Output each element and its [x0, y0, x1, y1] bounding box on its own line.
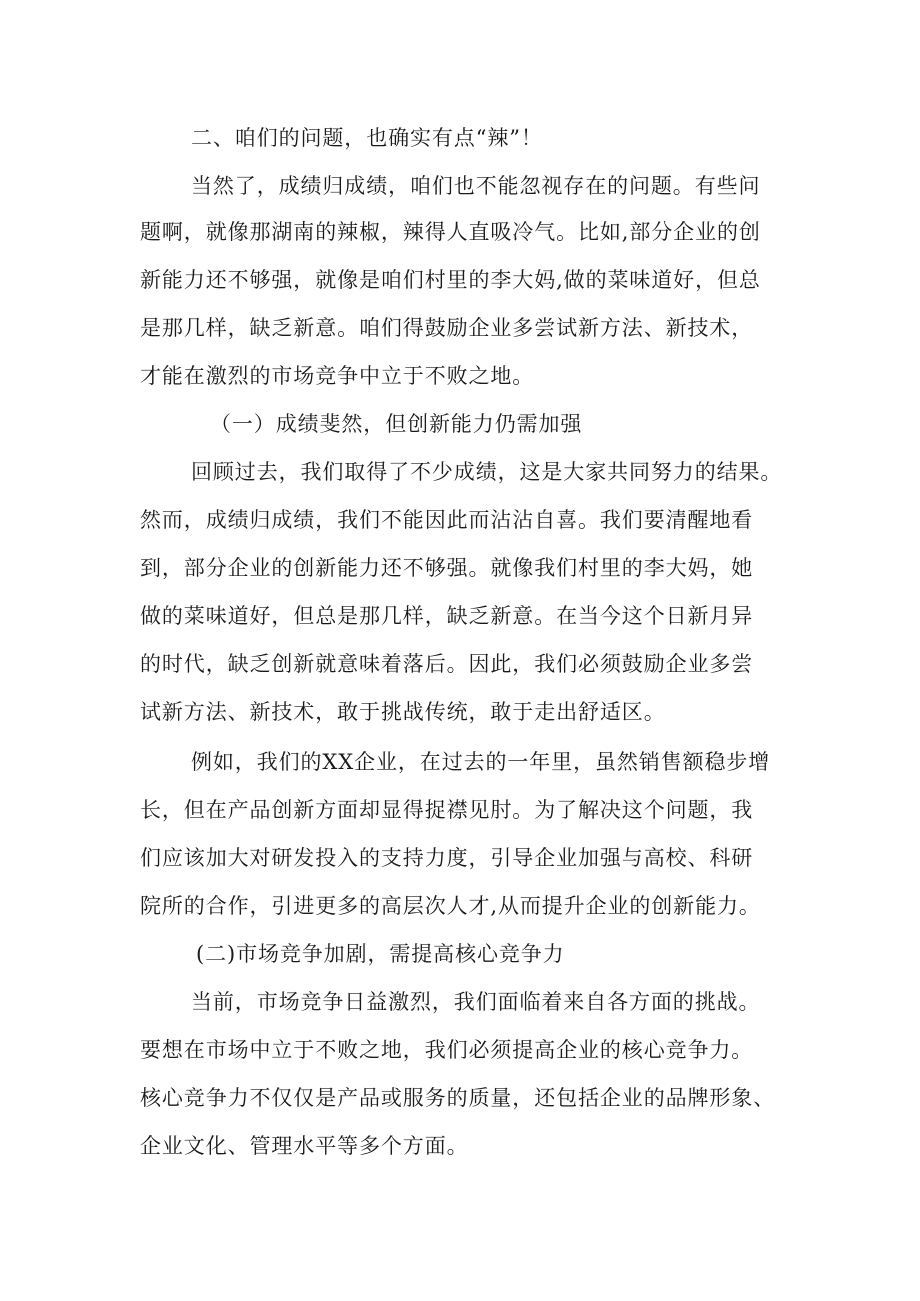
- subsection-heading-2: (二)市场竞争加剧，需提高核心竞争力: [196, 942, 565, 966]
- paragraph-line: 新能力还不够强，就像是咱们村里的李大妈,做的菜味道好，但总: [140, 268, 761, 292]
- paragraph-line: 的时代，缺乏创新就意味着落后。因此，我们必须鼓励企业多尝: [140, 652, 754, 676]
- section-heading: 二、咱们的问题，也确实有点“辣”！: [191, 126, 543, 150]
- paragraph-line: 试新方法、新技术，敢于挑战传统，敢于走出舒适区。: [140, 700, 666, 724]
- paragraph-line: 例如，我们的XX企业，在过去的一年里，虽然销售额稳步增: [191, 750, 771, 774]
- paragraph-line: 当前，市场竞争日益激烈，我们面临着来自各方面的挑战。: [191, 990, 761, 1014]
- paragraph-line: 核心竞争力不仅仅是产品或服务的质量，还包括企业的品牌形象、: [140, 1086, 776, 1110]
- paragraph-line: 们应该加大对研发投入的支持力度，引导企业加强与高校、科研: [140, 846, 754, 870]
- paragraph-line: 当然了，成绩归成绩，咱们也不能忽视存在的问题。有些问: [191, 174, 761, 198]
- paragraph-line: 才能在激烈的市场竞争中立于不败之地。: [140, 364, 535, 388]
- paragraph-line: 做的菜味道好，但总是那几样，缺乏新意。在当今这个日新月异: [140, 604, 754, 628]
- paragraph-line: 是那几样，缺乏新意。咱们得鼓励企业多尝试新方法、新技术，: [140, 316, 754, 340]
- subsection-heading-1: （一）成绩斐然，但创新能力仍需加强: [210, 412, 583, 436]
- paragraph-line: 要想在市场中立于不败之地，我们必须提高企业的核心竞争力。: [140, 1038, 754, 1062]
- paragraph-line: 企业文化、管理水平等多个方面。: [140, 1134, 469, 1158]
- paragraph-line: 院所的合作，引进更多的高层次人才,从而提升企业的创新能力。: [140, 894, 761, 918]
- paragraph-line: 到，部分企业的创新能力还不够强。就像我们村里的李大妈，她: [140, 556, 754, 580]
- paragraph-line: 回顾过去，我们取得了不少成绩，这是大家共同努力的结果。: [191, 460, 783, 484]
- paragraph-line: 题啊，就像那湖南的辣椒，辣得人直吸冷气。比如,部分企业的创: [140, 220, 761, 244]
- paragraph-line: 然而，成绩归成绩，我们不能因此而沾沾自喜。我们要清醒地看: [140, 508, 754, 532]
- paragraph-line: 长，但在产品创新方面却显得捉襟见肘。为了解决这个问题，我: [140, 798, 754, 822]
